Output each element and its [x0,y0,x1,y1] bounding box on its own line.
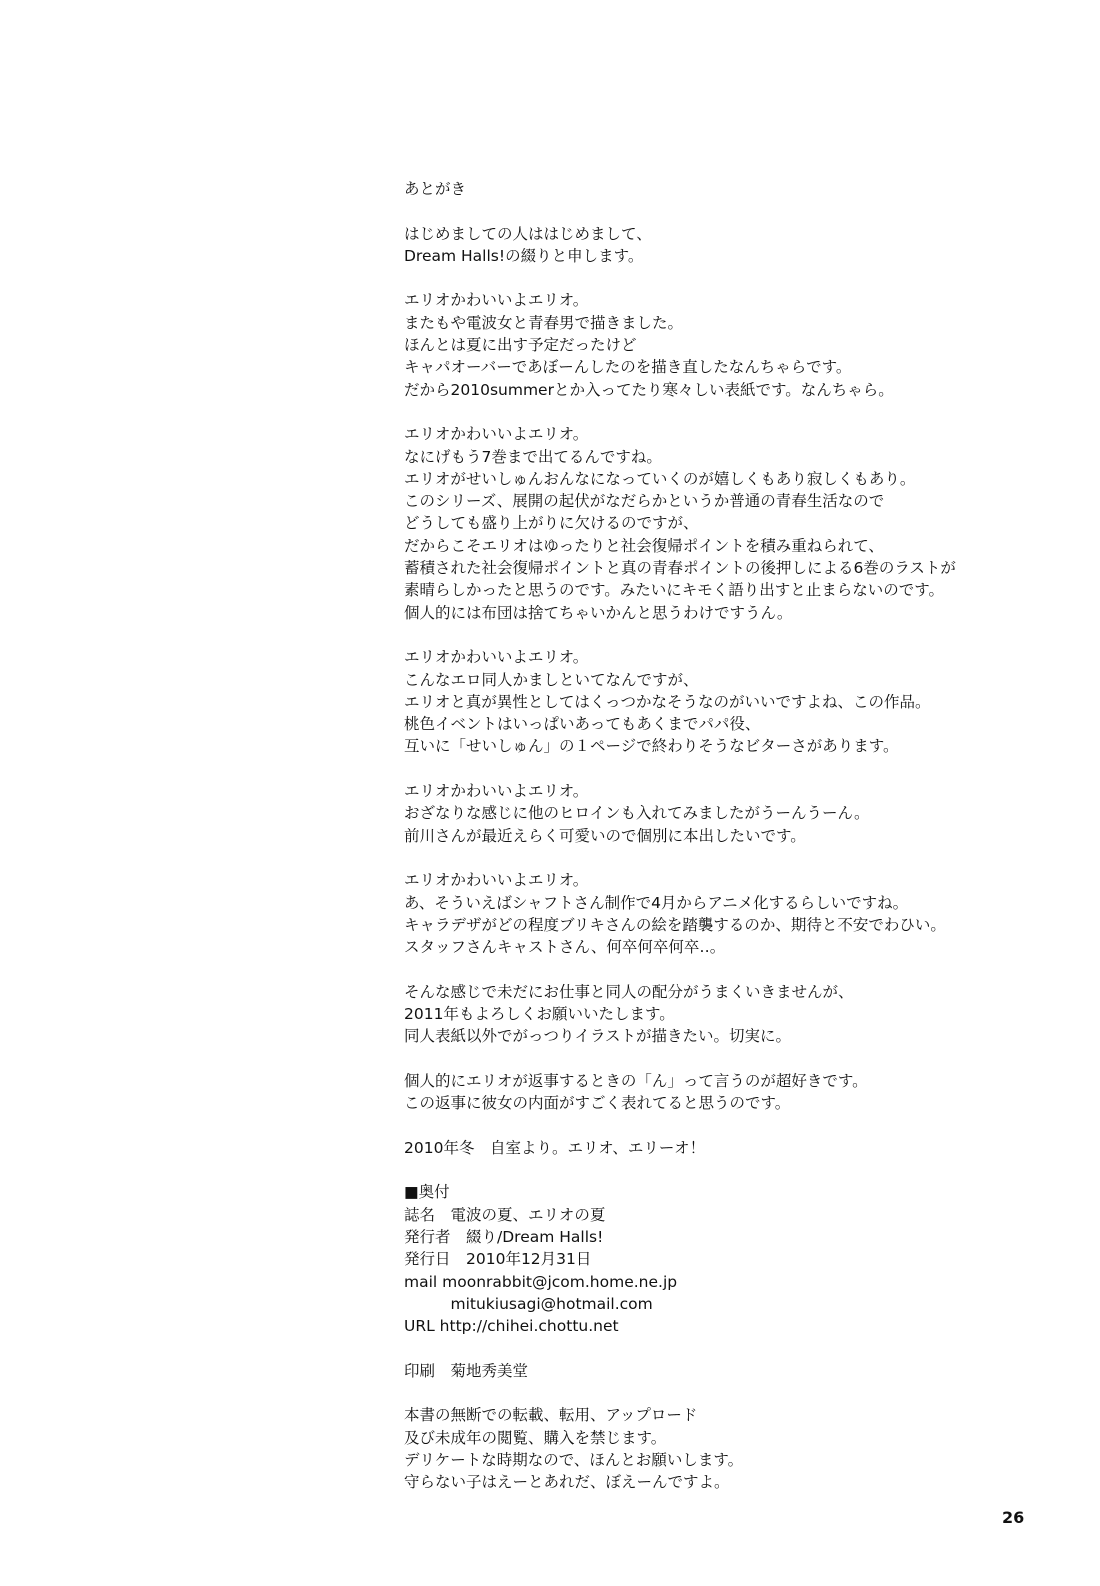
paragraph-line: だから2010summerとか入ってたり寒々しい表紙です。なんちゃら。 [404,380,894,399]
colophon-line: URL http://chihei.chottu.net [404,1317,619,1336]
paragraph-line: キャパオーバーであぼーんしたのを描き直したなんちゃらです。 [404,358,852,377]
spacer [404,847,1024,869]
paragraph-line: 2011年もよろしくお願いいたします。 [404,1004,675,1023]
paragraph-line: 同人表紙以外でがっつりイラストが描きたい。切実に。 [404,1027,792,1046]
paragraph-line: 桃色イベントはいっぱいあってもあくまでパパ役、 [404,715,761,734]
paragraph-line: このシリーズ、展開の起伏がなだらかというか普通の青春生活なので [404,492,885,511]
afterword-title: あとがき [404,180,467,198]
spacer [404,1048,1024,1070]
paragraph-line: エリオかわいいよエリオ。 [404,425,589,444]
colophon-line: mitukiusagi@hotmail.com [404,1294,653,1313]
colophon-line: mail moonrabbit@jcom.home.ne.jp [404,1272,678,1291]
spacer [404,1114,1024,1136]
spacer [404,200,1024,222]
spacer [404,958,1024,980]
notice-line: 守らない子はえーとあれだ、ぼえーんですよ。 [404,1473,730,1492]
paragraph-line: あ、そういえばシャフトさん制作で4月からアニメ化するらしいですね。 [404,893,909,912]
paragraph-line: ほんとは夏に出す予定だったけど [404,336,637,355]
paragraph-line: スタッフさんキャストさん、何卒何卒何卒‥。 [404,938,726,957]
paragraph-line: 互いに「せいしゅん」の１ページで終わりそうなビターさがあります。 [404,737,899,756]
notice-line: デリケートな時期なので、ほんとお願いします。 [404,1450,744,1469]
paragraph-line: はじめましての人ははじめまして、 [404,224,652,243]
paragraph-line: おざなりな感じに他のヒロインも入れてみましたがうーんうーん。 [404,804,870,823]
paragraph-line: エリオかわいいよエリオ。 [404,782,589,801]
paragraph-line: 蓄積された社会復帰ポイントと真の青春ポイントの後押しによる6巻のラストが [404,559,956,578]
paragraph-line: そんな感じで未だにお仕事と同人の配分がうまくいきませんが、 [404,982,854,1001]
paragraph-line: Dream Halls!の綴りと申します。 [404,246,644,265]
paragraph-line: 前川さんが最近えらく可愛いので個別に本出したいです。 [404,826,806,845]
spacer [404,758,1024,780]
spacer [404,1159,1024,1181]
paragraph-line: エリオがせいしゅんおんなになっていくのが嬉しくもあり寂しくもあり。 [404,469,916,488]
afterword-text-block [404,178,1024,1494]
paragraph-line: 個人的には布団は捨てちゃいかんと思うわけですうん。 [404,603,793,622]
colophon-printer: 印刷 菊地秀美堂 [404,1361,529,1380]
paragraph-line: この返事に彼女の内面がすごく表れてると思うのです。 [404,1094,791,1113]
colophon-line: 発行者 綴り/Dream Halls! [404,1227,604,1246]
paragraph-line: エリオと真が異性としてはくっつかなそうなのがいいですよね、この作品。 [404,692,931,711]
notice-line: 及び未成年の閲覧、購入を禁じます。 [404,1428,667,1447]
colophon-line: 発行日 2010年12月31日 [404,1250,592,1269]
paragraph-line: またもや電波女と青春男で描きました。 [404,313,684,332]
paragraph-line: エリオかわいいよエリオ。 [404,871,589,890]
paragraph-line: こんなエロ同人かましといてなんですが、 [404,670,699,689]
spacer [404,401,1024,423]
spacer [404,267,1024,289]
paragraph-line: 個人的にエリオが返事するときの「ん」って言うのが超好きです。 [404,1071,868,1090]
paragraph-line: どうしても盛り上がりに欠けるのですが、 [404,514,699,533]
colophon-line: 誌名 電波の夏、エリオの夏 [404,1205,606,1224]
paragraph-line: だからこそエリオはゆったりと社会復帰ポイントを積み重ねられて、 [404,536,884,555]
colophon-heading: ■奥付 [404,1183,450,1202]
paragraph-line: エリオかわいいよエリオ。 [404,291,589,310]
paragraph-line: エリオかわいいよエリオ。 [404,648,589,667]
paragraph-line: 2010年冬 自室より。エリオ、エリーオ！ [404,1138,706,1157]
paragraph-line: 素晴らしかったと思うのです。みたいにキモく語り出すと止まらないのです。 [404,581,945,600]
paragraph-line: キャラデザがどの程度ブリキさんの絵を踏襲するのか、期待と不安でわひい。 [404,915,946,934]
spacer [404,1337,1024,1359]
spacer [404,624,1024,646]
page-number: 26 [1002,1508,1025,1527]
spacer [404,1382,1024,1404]
paragraph-line: なにげもう7巻まで出てるんですね。 [404,447,662,466]
notice-line: 本書の無断での転載、転用、アップロード [404,1406,698,1425]
